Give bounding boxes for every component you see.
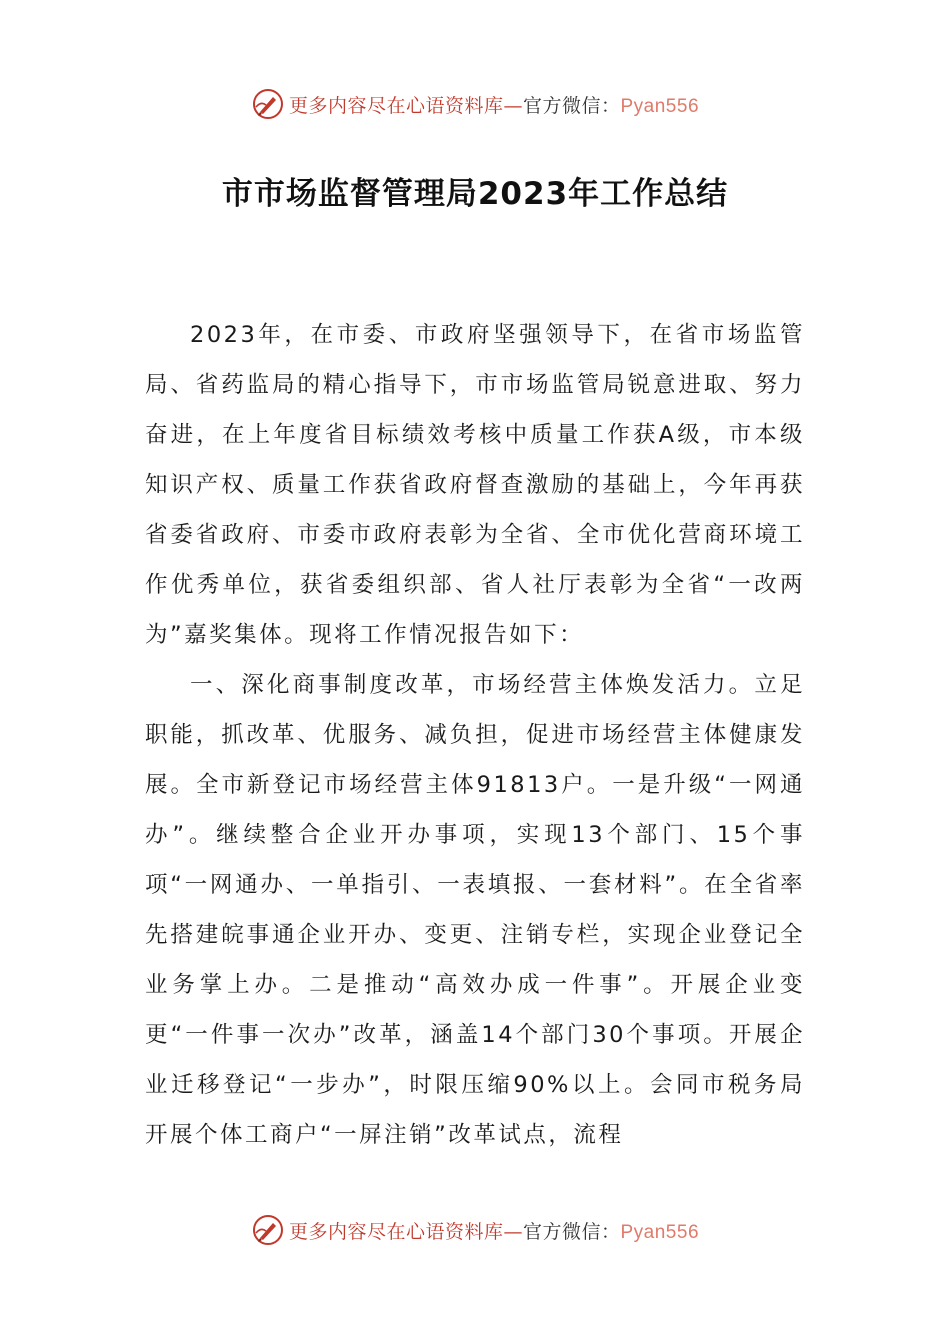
paragraph-intro: 2023年，在市委、市政府坚强领导下，在省市场监管局、省药监局的精心指导下，市市场监管局锐意进取、努力奋进，在上年度省目标绩效考核中质量工作获A级，市本级知识产权、质量工作获省政府督查激励的基础上，今年再获省委省政府、市委市政府表彰为全省、全市优化营商环境工作优秀单位，获省委组织部、省人社厅表彰为全省“一改两为”嘉奖集体。现将工作情况报告如下： [145,322,805,648]
document-body [145,310,805,1160]
wechat-label: 官方微信： [522,1220,621,1243]
pen-logo-icon [251,1213,285,1247]
watermark-prefix: 更多内容尽在心语资料库— [288,1220,523,1243]
wechat-label: 官方微信： [522,94,621,117]
paragraph-section-one: 一、深化商事制度改革，市场经营主体焕发活力。立足职能，抓改革、优服务、减负担，促进市场经营主体健康发展。全市新登记市场经营主体91813户。一是升级“一网通办”。继续整合企业开办事项，实现13个部门、15个事项“一网通办、一单指引、一表填报、一套材料”。在全省率先搭建皖事通企业开办、变更、注销专栏，实现企业登记全业务掌上办。二是推动“高效办成一件事”。开展企业变更“一件事一次办”改革，涵盖14个部门30个事项。开展企业迁移登记“一步办”，时限压缩90%以上。会同市税务局开展个体工商户“一屏注销”改革试点，流程 [145,672,805,1148]
watermark-prefix: 更多内容尽在心语资料库— [288,94,523,117]
watermark-text [289,1217,699,1244]
document-title: 市市场监督管理局2023年工作总结 [221,176,729,212]
wechat-id: Pyan556 [620,95,700,117]
footer-watermark-banner [0,1210,950,1250]
wechat-id: Pyan556 [620,1221,700,1243]
header-watermark-banner [0,84,950,124]
watermark-text [289,91,699,118]
pen-logo-icon [251,87,285,121]
